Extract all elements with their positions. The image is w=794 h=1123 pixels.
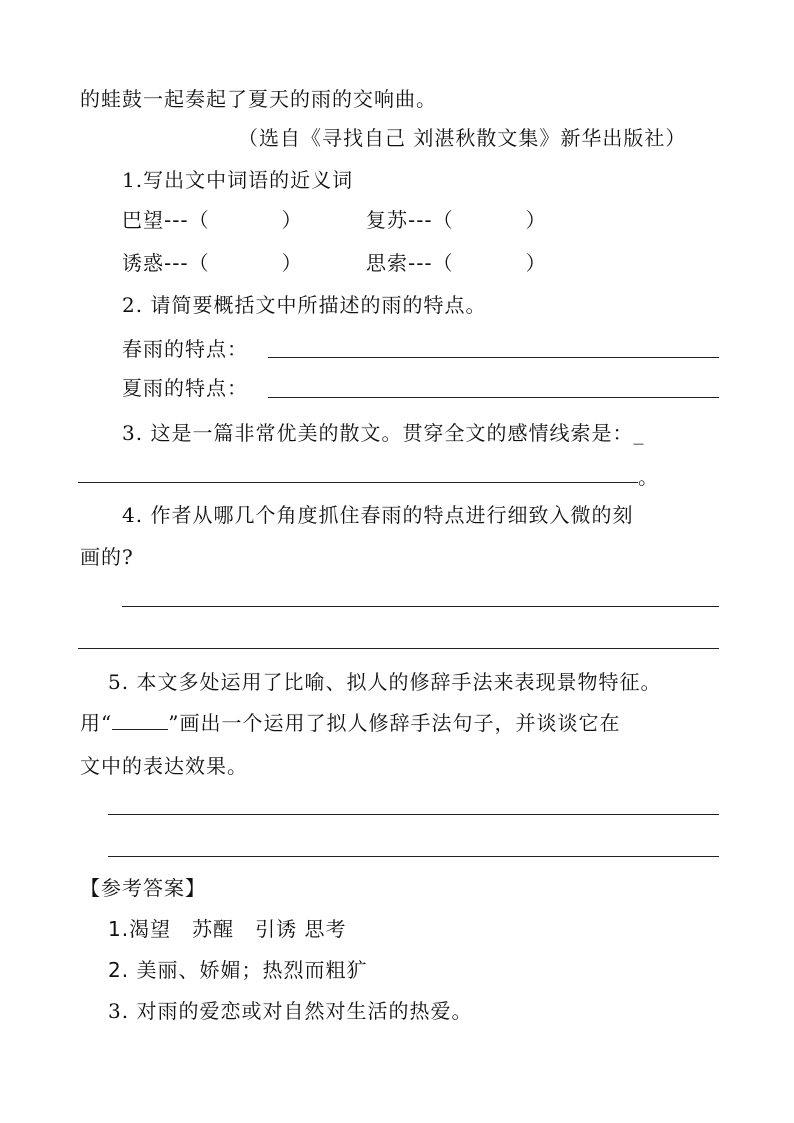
q3-tail: 。 xyxy=(638,465,659,489)
q1-item-1-word: 巴望---（ xyxy=(122,208,210,232)
q2-summer-answer-line[interactable] xyxy=(268,397,719,398)
q2-spring-answer-line[interactable] xyxy=(268,357,719,358)
q3-end-mark: _ xyxy=(633,421,645,445)
q3-answer-line[interactable] xyxy=(78,482,638,483)
answers-heading: 【参考答案】 xyxy=(80,876,206,900)
q4-answer-line-2[interactable] xyxy=(78,648,719,649)
q1-item-1-close: ） xyxy=(281,208,303,232)
q5-line-2-rest: ”画出一个运用了拟人修辞手法句子，并谈谈它在 xyxy=(168,711,621,735)
q5-line-2-open: 用“ xyxy=(80,711,113,735)
q2-prompt: 2. 请简要概括文中所描述的雨的特点。 xyxy=(122,293,487,317)
q4-line-2: 画的? xyxy=(80,545,134,569)
q1-item-4-close: ） xyxy=(525,251,547,275)
q3-prompt xyxy=(122,418,644,448)
q1-item-3 xyxy=(122,248,303,278)
answer-3: 3. 对雨的爱恋或对自然对生活的热爱。 xyxy=(108,999,473,1023)
q1-item-2 xyxy=(366,205,547,235)
q5-answer-line-2[interactable] xyxy=(108,856,719,857)
q5-underline-mark xyxy=(112,709,168,730)
answer-1: 1.渴望 苏醒 引诱 思考 xyxy=(108,917,347,941)
q1-item-4-word: 思索---（ xyxy=(366,251,454,275)
q1-item-2-close: ） xyxy=(525,208,547,232)
q2-summer-label: 夏雨的特点： xyxy=(122,376,248,400)
q1-item-4 xyxy=(366,248,547,278)
q1-prompt: 1.写出文中词语的近义词 xyxy=(122,168,354,192)
q1-item-3-close: ） xyxy=(281,251,303,275)
passage-closing-line: 的蛙鼓一起奏起了夏天的雨的交响曲。 xyxy=(80,87,437,111)
answer-2: 2. 美丽、娇媚；热烈而粗犷 xyxy=(108,958,368,982)
passage-source: （选自《寻找自己 刘湛秋散文集》新华出版社） xyxy=(238,126,687,150)
q5-answer-line-1[interactable] xyxy=(108,814,719,815)
q1-item-1 xyxy=(122,205,303,235)
q5-line-2 xyxy=(80,708,620,738)
q5-line-1: 5. 本文多处运用了比喻、拟人的修辞手法来表现景物特征。 xyxy=(108,670,662,694)
q1-item-2-word: 复苏---（ xyxy=(366,208,454,232)
q4-line-1: 4. 作者从哪几个角度抓住春雨的特点进行细致入微的刻 xyxy=(122,503,634,527)
q3-prompt-text: 3. 这是一篇非常优美的散文。贯穿全文的感情线索是： xyxy=(122,421,634,445)
q1-item-3-word: 诱惑---（ xyxy=(122,251,210,275)
q5-line-3: 文中的表达效果。 xyxy=(80,754,248,778)
q2-spring-label: 春雨的特点： xyxy=(122,337,248,361)
q4-answer-line-1[interactable] xyxy=(122,606,719,607)
